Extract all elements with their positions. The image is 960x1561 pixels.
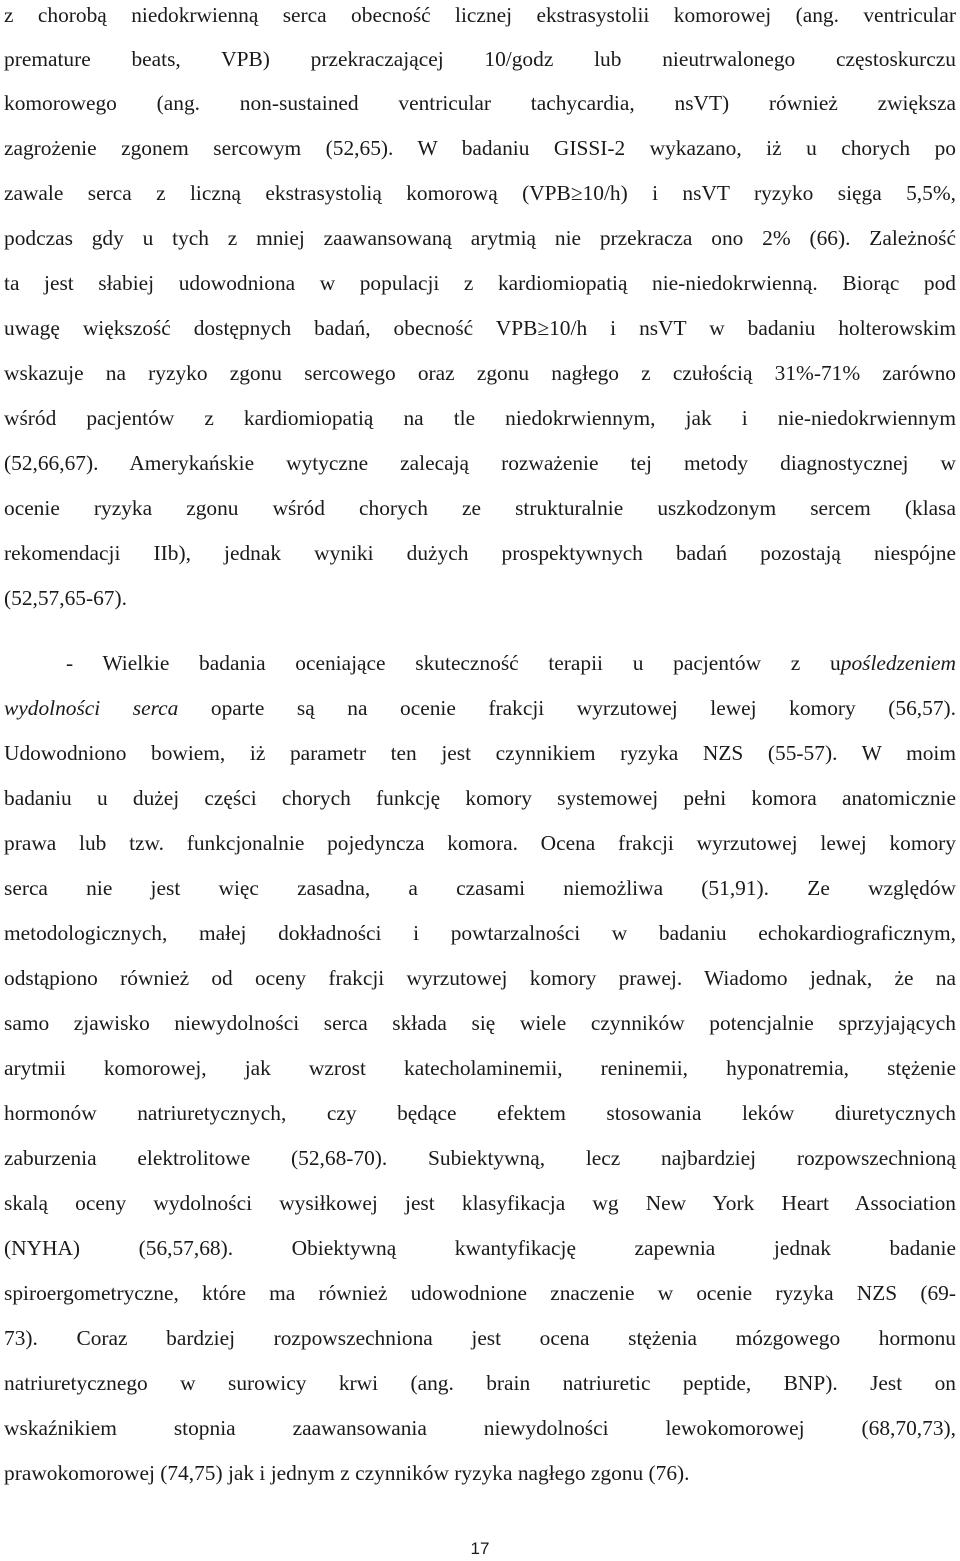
text-line (4, 693, 956, 723)
text-line: (NYHA) (56,57,68). Obiektywną kwantyfikację zapewnia jednak badanie (4, 1236, 956, 1260)
text-line: zaburzenia elektrolitowe (52,68-70). Subiektywną, lecz najbardziej rozpowszechnioną (4, 1146, 956, 1170)
text-line: odstąpiono również od oceny frakcji wyrzutowej komory prawej. Wiadomo jednak, że na (4, 966, 956, 990)
text-line: samo zjawisko niewydolności serca składa się wiele czynników potencjalnie sprzyjających (4, 1011, 956, 1035)
text-line: podczas gdy u tych z mniej zaawansowaną arytmią nie przekracza ono 2% (66). Zależność (4, 226, 956, 250)
text-line: wśród pacjentów z kardiomiopatią na tle niedokrwiennym, jak i nie-niedokrwiennym (4, 406, 956, 430)
text-line: Udowodniono bowiem, iż parametr ten jest czynnikiem ryzyka NZS (55-57). W moim (4, 741, 956, 765)
italic-text-segment: wydolności serca (4, 696, 179, 720)
text-line: wskazuje na ryzyko zgonu sercowego oraz zgonu nagłego z czułością 31%-71% zarówno (4, 361, 956, 385)
text-line: ta jest słabiej udowodniona w populacji z kardiomiopatią nie-niedokrwienną. Biorąc pod (4, 271, 956, 295)
text-line: premature beats, VPB) przekraczającej 10/godz lub nieutrwalonego częstoskurczu (4, 47, 956, 71)
text-line: arytmii komorowej, jak wzrost katecholaminemii, reninemii, hyponatremia, stężenie (4, 1056, 956, 1080)
text-line: skalą oceny wydolności wysiłkowej jest klasyfikacja wg New York Heart Association (4, 1191, 956, 1215)
text-line (66, 648, 956, 678)
italic-text-segment: pośledzeniem (840, 651, 956, 675)
text-line: metodologicznych, małej dokładności i powtarzalności w badaniu echokardiograficznym, (4, 921, 956, 945)
text-segment: oparte są na ocenie frakcji wyrzutowej lewej komory (56,57). (178, 696, 956, 720)
text-line: uwagę większość dostępnych badań, obecność VPB≥10/h i nsVT w badaniu holterowskim (4, 316, 956, 340)
text-line: prawa lub tzw. funkcjonalnie pojedyncza komora. Ocena frakcji wyrzutowej lewej komory (4, 831, 956, 855)
text-line: zagrożenie zgonem sercowym (52,65). W badaniu GISSI-2 wykazano, iż u chorych po (4, 136, 956, 160)
text-segment: - Wielkie badania oceniające skuteczność terapii u pacjentów z u (66, 651, 841, 675)
text-line: z chorobą niedokrwienną serca obecność licznej ekstrasystolii komorowej (ang. ventricular (4, 3, 956, 27)
text-line: (52,57,65-67). (4, 586, 127, 610)
text-line: spiroergometryczne, które ma również udowodnione znaczenie w ocenie ryzyka NZS (69- (4, 1281, 956, 1305)
text-line: 73). Coraz bardziej rozpowszechniona jest ocena stężenia mózgowego hormonu (4, 1326, 956, 1350)
text-line: zawale serca z liczną ekstrasystolią komorową (VPB≥10/h) i nsVT ryzyko sięga 5,5%, (4, 181, 956, 205)
text-line: komorowego (ang. non-sustained ventricular tachycardia, nsVT) również zwiększa (4, 91, 956, 115)
text-line: natriuretycznego w surowicy krwi (ang. brain natriuretic peptide, BNP). Jest on (4, 1371, 956, 1395)
text-line: prawokomorowej (74,75) jak i jednym z czynników ryzyka nagłego zgonu (76). (4, 1461, 690, 1485)
text-line: ocenie ryzyka zgonu wśród chorych ze strukturalnie uszkodzonym sercem (klasa (4, 496, 956, 520)
text-line: serca nie jest więc zasadna, a czasami niemożliwa (51,91). Ze względów (4, 876, 956, 900)
text-line: wskaźnikiem stopnia zaawansowania niewydolności lewokomorowej (68,70,73), (4, 1416, 956, 1440)
text-line: rekomendacji IIb), jednak wyniki dużych prospektywnych badań pozostają niespójne (4, 541, 956, 565)
text-line: hormonów natriuretycznych, czy będące efektem stosowania leków diuretycznych (4, 1101, 956, 1125)
text-line: (52,66,67). Amerykańskie wytyczne zalecają rozważenie tej metody diagnostycznej w (4, 451, 956, 475)
page-number: 17 (470, 1539, 490, 1558)
text-line: badaniu u dużej części chorych funkcję komory systemowej pełni komora anatomicznie (4, 786, 956, 810)
